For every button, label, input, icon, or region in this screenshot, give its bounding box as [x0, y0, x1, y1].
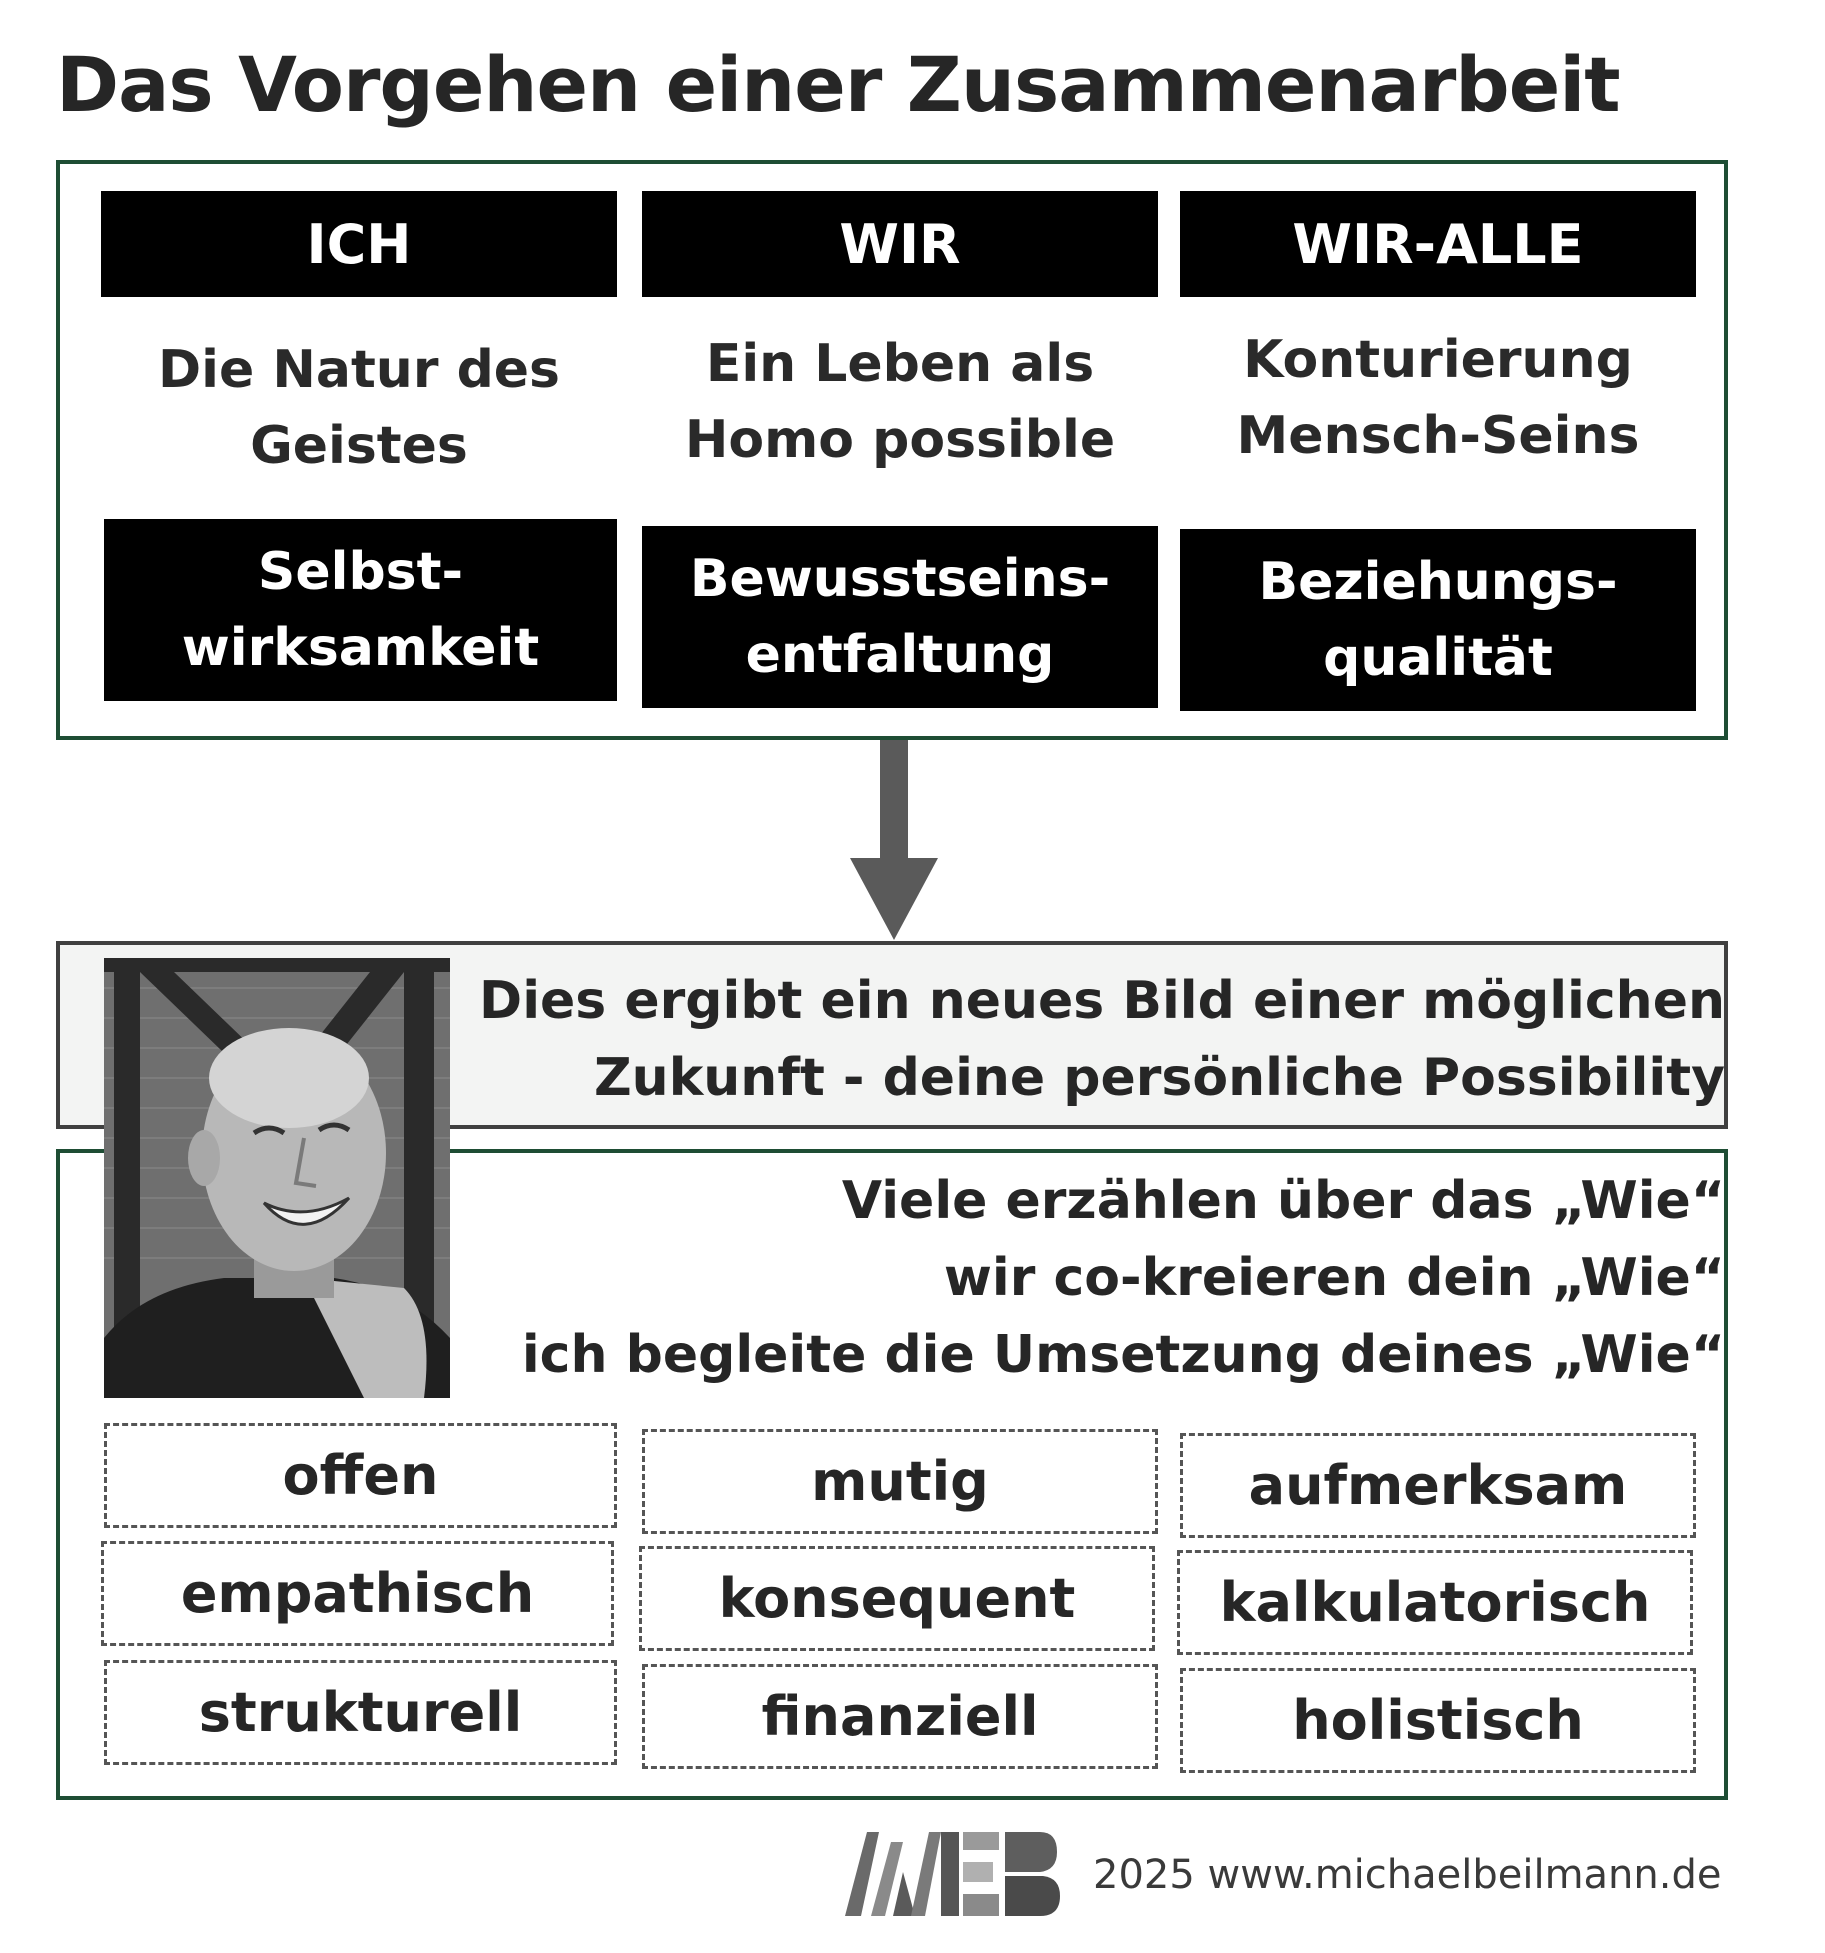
- key-box-beziehungsqualitaet: [1180, 529, 1696, 711]
- heading-wir: WIR: [642, 191, 1158, 297]
- key-line: entfaltung: [745, 625, 1055, 685]
- key-line: Selbst-: [257, 542, 464, 602]
- trait-box: strukturell: [104, 1660, 617, 1765]
- how-text: [325, 1163, 1725, 1394]
- result-line: Zukunft - deine persönliche Possibility: [593, 1048, 1725, 1108]
- trait-box: aufmerksam: [1180, 1433, 1696, 1538]
- footer-copyright[interactable]: 2025 www.michaelbeilmann.de: [1093, 1852, 1722, 1898]
- trait-box: konsequent: [639, 1546, 1155, 1651]
- result-text: [325, 963, 1725, 1117]
- trait-box: kalkulatorisch: [1177, 1550, 1693, 1655]
- key-line: Beziehungs-: [1258, 552, 1618, 612]
- key-line: wirksamkeit: [181, 618, 540, 678]
- key-box-bewusstseinsentfaltung: [642, 526, 1158, 708]
- description-line: Ein Leben als: [705, 334, 1095, 394]
- trait-box: holistisch: [1180, 1668, 1696, 1773]
- heading-wir-alle: WIR-ALLE: [1180, 191, 1696, 297]
- key-line: Bewusstseins-: [689, 549, 1111, 609]
- trait-box: empathisch: [101, 1541, 614, 1646]
- description-wir: [642, 322, 1158, 482]
- description-line: Homo possible: [684, 410, 1116, 470]
- mb-logo-icon: [845, 1832, 1060, 1916]
- trait-box: offen: [104, 1423, 617, 1528]
- description-wir-alle: [1180, 318, 1696, 478]
- key-line: qualität: [1323, 628, 1553, 688]
- description-line: Mensch-Seins: [1236, 406, 1640, 466]
- how-line: Viele erzählen über das „Wie“: [841, 1171, 1725, 1231]
- how-line: wir co-kreieren dein „Wie“: [943, 1248, 1725, 1308]
- result-line: Dies ergibt ein neues Bild einer möglichen: [479, 971, 1725, 1031]
- trait-box: mutig: [642, 1429, 1158, 1534]
- page-title: Das Vorgehen einer Zusammenarbeit: [56, 40, 1620, 129]
- how-line: ich begleite die Umsetzung deines „Wie“: [521, 1325, 1725, 1385]
- down-arrow-icon: [850, 740, 938, 940]
- description-line: Geistes: [250, 416, 468, 476]
- key-box-selbstwirksamkeit: [104, 519, 617, 701]
- description-line: Die Natur des: [157, 340, 561, 400]
- trait-box: finanziell: [642, 1664, 1158, 1769]
- description-line: Konturierung: [1243, 330, 1633, 390]
- heading-ich: ICH: [101, 191, 617, 297]
- description-ich: [101, 328, 617, 488]
